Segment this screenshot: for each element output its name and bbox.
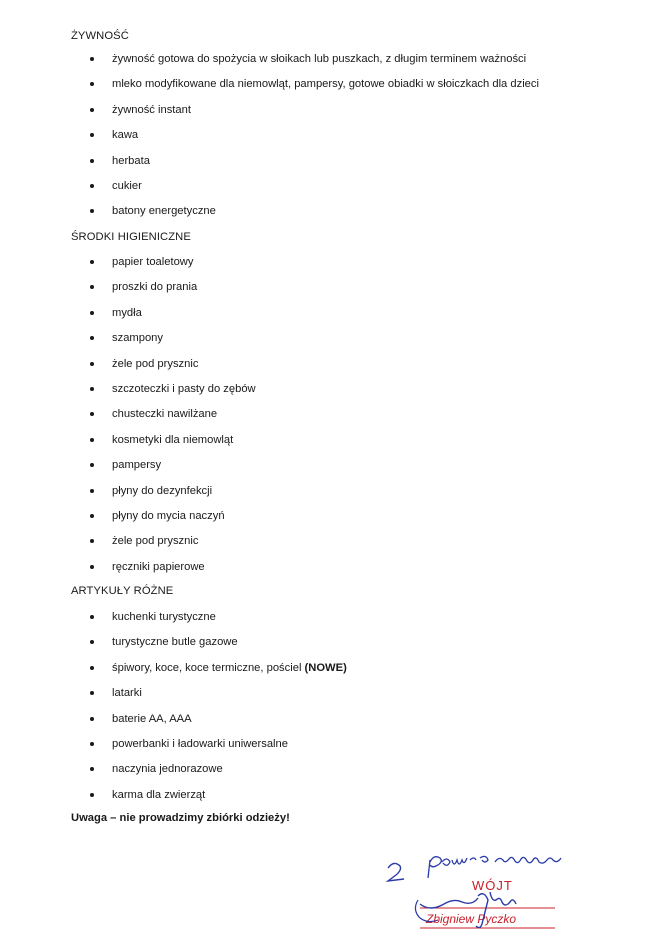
list-item: powerbanki i ładowarki uniwersalne — [0, 737, 655, 762]
list-item: pampersy — [0, 458, 655, 483]
list-item: mydła — [0, 306, 655, 331]
bullet-icon — [90, 336, 94, 340]
bullet-icon — [90, 159, 94, 163]
bullet-icon — [90, 108, 94, 112]
list-item: papier toaletowy — [0, 255, 655, 280]
bullet-icon — [90, 133, 94, 137]
list-item: kuchenki turystyczne — [0, 610, 655, 635]
list-item: szczoteczki i pasty do zębów — [0, 382, 655, 407]
signature-stamp — [380, 842, 610, 937]
list-item: kawa — [0, 128, 655, 153]
bullet-icon — [90, 362, 94, 366]
list-item: kosmetyki dla niemowląt — [0, 433, 655, 458]
bullet-icon — [90, 463, 94, 467]
handwritten-number-icon — [388, 863, 404, 881]
list-item — [0, 661, 655, 686]
new-badge: (NOWE) — [304, 661, 347, 674]
list-item: ręczniki papierowe — [0, 560, 655, 585]
bullet-icon — [90, 184, 94, 188]
bullet-icon — [90, 260, 94, 264]
list-item: turystyczne butle gazowe — [0, 635, 655, 660]
list-item: cukier — [0, 179, 655, 204]
notice-no-clothing: Uwaga – nie prowadzimy zbiórki odzieży! — [71, 812, 290, 824]
bullet-icon — [90, 640, 94, 644]
section-heading-misc: ARTYKUŁY RÓŻNE — [71, 585, 174, 597]
bullet-icon — [90, 767, 94, 771]
misc-list — [0, 610, 655, 813]
bullet-icon — [90, 691, 94, 695]
list-item: herbata — [0, 154, 655, 179]
section-heading-food: ŻYWNOŚĆ — [71, 30, 129, 42]
bullet-icon — [90, 209, 94, 213]
list-item: naczynia jednorazowe — [0, 762, 655, 787]
list-item: mleko modyfikowane dla niemowląt, pampersy, gotowe obiadki w słoiczkach dla dzieci — [0, 77, 655, 102]
bullet-icon — [90, 82, 94, 86]
list-item: szampony — [0, 331, 655, 356]
list-item: żywność instant — [0, 103, 655, 128]
handwritten-powierzenia-icon — [428, 856, 561, 878]
bullet-icon — [90, 666, 94, 670]
list-item: karma dla zwierząt — [0, 788, 655, 813]
list-item: żele pod prysznic — [0, 357, 655, 382]
list-item: płyny do dezynfekcji — [0, 484, 655, 509]
food-list — [0, 52, 655, 230]
list-item: proszki do prania — [0, 280, 655, 305]
list-item: batony energetyczne — [0, 204, 655, 229]
bullet-icon — [90, 412, 94, 416]
hygiene-list — [0, 255, 655, 585]
bullet-icon — [90, 742, 94, 746]
bullet-icon — [90, 438, 94, 442]
list-item: latarki — [0, 686, 655, 711]
list-item: baterie AA, AAA — [0, 712, 655, 737]
item-text-bedding: śpiwory, koce, koce termiczne, pościel — [112, 661, 302, 674]
bullet-icon — [90, 615, 94, 619]
bullet-icon — [90, 793, 94, 797]
bullet-icon — [90, 489, 94, 493]
list-item: żele pod prysznic — [0, 534, 655, 559]
bullet-icon — [90, 57, 94, 61]
list-item: płyny do mycia naczyń — [0, 509, 655, 534]
bullet-icon — [90, 285, 94, 289]
bullet-icon — [90, 387, 94, 391]
bullet-icon — [90, 717, 94, 721]
bullet-icon — [90, 539, 94, 543]
stamp-title: WÓJT — [472, 878, 513, 893]
bullet-icon — [90, 311, 94, 315]
section-heading-hygiene: ŚRODKI HIGIENICZNE — [71, 231, 191, 243]
bullet-icon — [90, 514, 94, 518]
list-item: żywność gotowa do spożycia w słoikach lub puszkach, z długim terminem ważności — [0, 52, 655, 77]
bullet-icon — [90, 565, 94, 569]
stamp-name: Zbigniew Pyczko — [426, 912, 517, 926]
list-item: chusteczki nawilżane — [0, 407, 655, 432]
